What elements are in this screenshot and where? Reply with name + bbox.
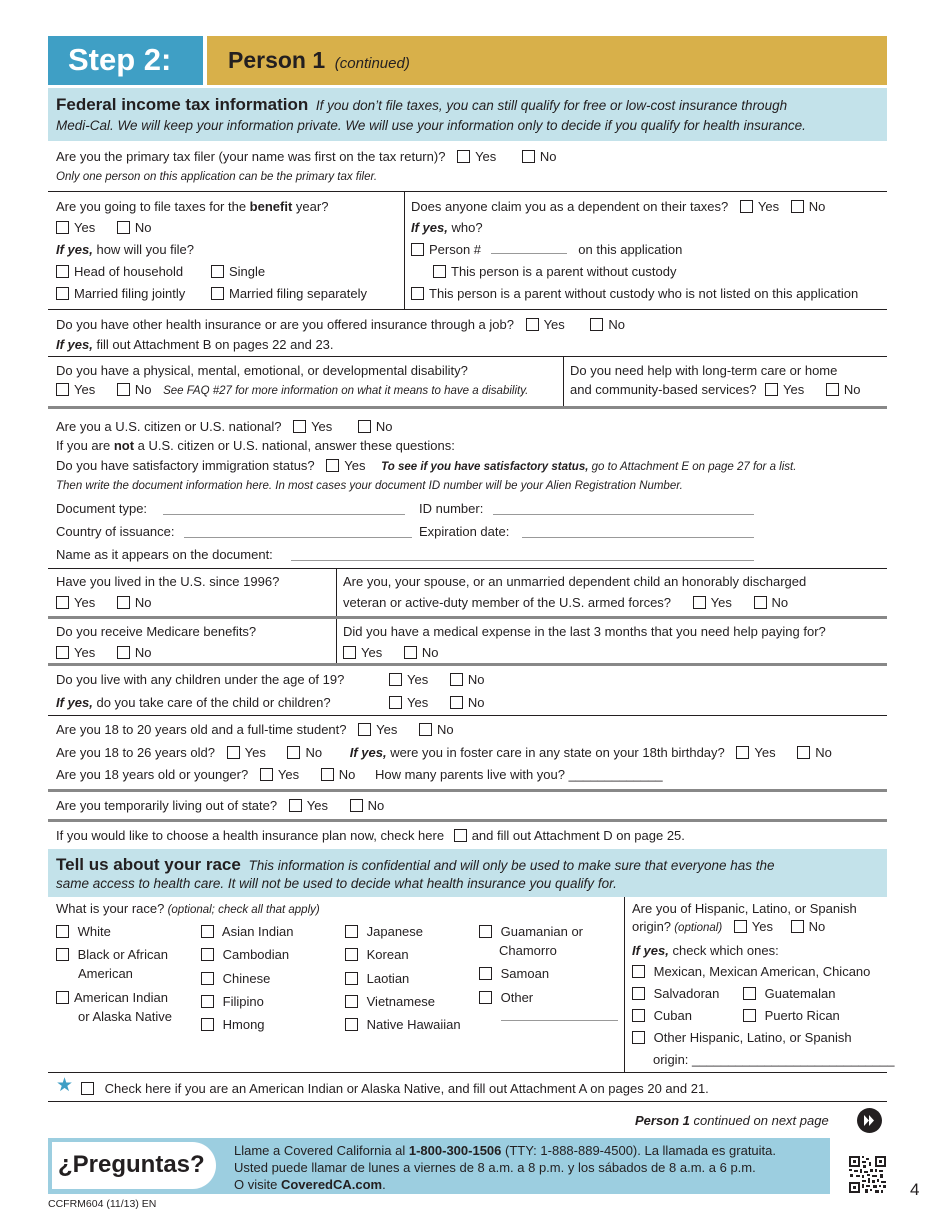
children-question: Do you live with any children under the age of 19? — [56, 672, 345, 687]
long-term-care-answers: and community-based services? Yes No — [570, 382, 861, 397]
filing-option-mfj: Married filing jointly — [56, 286, 185, 302]
other-insurance-question: Do you have other health insurance or are you offered insurance through a job? Yes No — [56, 317, 626, 332]
document-type-field[interactable] — [163, 514, 405, 515]
filing-option-mfs: Married filing separately — [211, 286, 367, 302]
other-insurance-yes-checkbox[interactable] — [526, 318, 539, 331]
race-native-hawaiian-checkbox[interactable] — [345, 1018, 358, 1031]
american-indian-attachment-checkbox[interactable] — [81, 1082, 94, 1095]
tax-intro-line2: Medi-Cal. We will keep your information private. We will use your information only to decide if you qualify for health insurance. — [56, 118, 806, 133]
race-chinese-checkbox[interactable] — [201, 972, 214, 985]
age26-question: Are you 18 to 26 years old? Yes No If yes, were you in foster care in any state on your 18th birthday? Yes No — [56, 745, 832, 760]
footer-line3: O visite CoveredCA.com. — [234, 1177, 386, 1192]
file-taxes-answers: Yes No — [56, 220, 151, 236]
lived-no-checkbox[interactable] — [117, 596, 130, 609]
medicare-no-checkbox[interactable] — [117, 646, 130, 659]
student-no-checkbox[interactable] — [419, 723, 432, 736]
star-icon: ★ — [56, 1075, 74, 1096]
dependent-no-checkbox[interactable] — [791, 200, 804, 213]
race-japanese: Japanese — [345, 924, 423, 940]
race-asian-indian-checkbox[interactable] — [201, 925, 214, 938]
disability-answers: Yes No See FAQ #27 for more information on what it means to have a disability. — [56, 382, 528, 399]
hispanic-cuban-checkbox[interactable] — [632, 1009, 645, 1022]
citizen-question: Are you a U.S. citizen or U.S. national? Yes No — [56, 419, 393, 434]
race-vietnamese: Vietnamese — [345, 994, 435, 1010]
race-hmong: Hmong — [201, 1017, 265, 1033]
hispanic-cuban: Cuban — [632, 1008, 692, 1024]
race-guamanian-line2: Chamorro — [499, 943, 557, 958]
document-type-label: Document type: — [56, 501, 148, 516]
children-yes-checkbox[interactable] — [389, 673, 402, 686]
medical-expense-question: Did you have a medical expense in the last 3 months that you need help paying for? — [343, 624, 826, 639]
care-question: If yes, do you take care of the child or children? — [56, 695, 331, 710]
covered-ca-link[interactable]: CoveredCA.com — [280, 1177, 383, 1192]
name-on-document-field[interactable] — [291, 560, 754, 561]
race-black-checkbox[interactable] — [56, 948, 69, 961]
document-note: Then write the document information here. In most cases your document ID number will be your Alien Registration Number. — [56, 480, 683, 492]
veteran-no-checkbox[interactable] — [754, 596, 767, 609]
race-samoan: Samoan — [479, 966, 549, 982]
veteran-yes-checkbox[interactable] — [693, 596, 706, 609]
race-laotian: Laotian — [345, 971, 409, 987]
single-checkbox[interactable] — [211, 265, 224, 278]
children-no-checkbox[interactable] — [450, 673, 463, 686]
race-korean: Korean — [345, 947, 409, 963]
age18-question: Are you 18 years old or younger? Yes No How many parents live with you? _____________ — [56, 767, 663, 782]
ltc-yes-checkbox[interactable] — [765, 383, 778, 396]
hispanic-other-checkbox[interactable] — [632, 1031, 645, 1044]
country-label: Country of issuance: — [56, 524, 175, 539]
out-of-state-question: Are you temporarily living out of state? Yes No — [56, 798, 385, 813]
american-indian-attachment-row: Check here if you are an American Indian or Alaska Native, and fill out Attachment A on pages 20 and 21. — [81, 1081, 709, 1097]
next-page-arrow-icon — [857, 1108, 882, 1133]
hispanic-no-checkbox[interactable] — [791, 920, 804, 933]
disability-no-checkbox[interactable] — [117, 383, 130, 396]
race-black: Black or African — [56, 947, 168, 963]
race-chinese: Chinese — [201, 971, 270, 987]
parent-not-listed-row: This person is a parent without custody who is not listed on this application — [411, 286, 858, 302]
hispanic-question: Are you of Hispanic, Latino, or Spanish — [632, 901, 857, 916]
race-filipino-checkbox[interactable] — [201, 995, 214, 1008]
veteran-question: Are you, your spouse, or an unmarried dependent child an honorably discharged — [343, 574, 807, 589]
race-samoan-checkbox[interactable] — [479, 967, 492, 980]
how-file-label: If yes, how will you file? — [56, 242, 195, 257]
student-yes-checkbox[interactable] — [358, 723, 371, 736]
race-japanese-checkbox[interactable] — [345, 925, 358, 938]
medicare-yes-checkbox[interactable] — [56, 646, 69, 659]
name-on-document-label: Name as it appears on the document: — [56, 547, 273, 562]
form-number: CCFRM604 (11/13) EN — [48, 1198, 157, 1210]
hoh-checkbox[interactable] — [56, 265, 69, 278]
care-yes-checkbox[interactable] — [389, 696, 402, 709]
race-other: Other — [479, 990, 533, 1006]
race-white-checkbox[interactable] — [56, 925, 69, 938]
hispanic-answers: origin? (optional) Yes No — [632, 919, 826, 934]
age26-no-checkbox[interactable] — [287, 746, 300, 759]
choose-plan-row: If you would like to choose a health insurance plan now, check here and fill out Attachment D on page 25. — [56, 828, 685, 843]
id-number-field[interactable] — [493, 514, 754, 515]
dependent-question: Does anyone claim you as a dependent on their taxes? Yes No — [411, 199, 826, 214]
student-question: Are you 18 to 20 years old and a full-time student? Yes No — [56, 722, 454, 737]
not-citizen-instruction: If you are not a U.S. citizen or U.S. national, answer these questions: — [56, 438, 455, 453]
race-korean-checkbox[interactable] — [345, 948, 358, 961]
hispanic-other-origin: origin: ____________________________ — [653, 1052, 895, 1067]
dependent-yes-checkbox[interactable] — [740, 200, 753, 213]
hispanic-guatemalan-checkbox[interactable] — [743, 987, 756, 1000]
footer-line2: Usted puede llamar de lunes a viernes de 8 a.m. a 8 p.m. y los sábados de 8 a.m. a 6 p.m. — [234, 1160, 756, 1175]
medical-expense-answers: Yes No — [343, 645, 438, 661]
race-filipino: Filipino — [201, 994, 264, 1010]
person-number-checkbox[interactable] — [411, 243, 424, 256]
id-number-label: ID number: — [419, 501, 484, 516]
person-number-row: Person # on this application — [411, 242, 682, 258]
medicare-question: Do you receive Medicare benefits? — [56, 624, 257, 639]
medicare-answers: Yes No — [56, 645, 151, 661]
hispanic-salvadoran-checkbox[interactable] — [632, 987, 645, 1000]
children-answers: Yes No — [389, 672, 484, 688]
page-number: 4 — [910, 1180, 920, 1199]
citizen-yes-checkbox[interactable] — [293, 420, 306, 433]
outstate-yes-checkbox[interactable] — [289, 799, 302, 812]
primary-filer-note: Only one person on this application can be the primary tax filer. — [56, 171, 378, 183]
race-question: What is your race? (optional; check all that apply) — [56, 901, 320, 916]
qr-code — [849, 1156, 886, 1193]
outstate-no-checkbox[interactable] — [350, 799, 363, 812]
ltc-no-checkbox[interactable] — [826, 383, 839, 396]
primary-filer-yes-checkbox[interactable] — [457, 150, 470, 163]
medexp-no-checkbox[interactable] — [404, 646, 417, 659]
foster-yes-checkbox[interactable] — [736, 746, 749, 759]
race-intro-line2: same access to health care. It will not be used to decide what health insurance you qualify for. — [56, 876, 617, 891]
expiration-field[interactable] — [522, 537, 754, 538]
race-other-checkbox[interactable] — [479, 991, 492, 1004]
immigration-yes-checkbox[interactable] — [326, 459, 339, 472]
footer-line1: Llame a Covered California al 1-800-300-1506 (TTY: 1-888-889-4500). La llamada es gratuita. — [234, 1143, 776, 1158]
lived-since-1996-question: Have you lived in the U.S. since 1996? — [56, 574, 280, 589]
race-guamanian-checkbox[interactable] — [479, 925, 492, 938]
race-hmong-checkbox[interactable] — [201, 1018, 214, 1031]
expiration-label: Expiration date: — [419, 524, 510, 539]
immigration-question: Do you have satisfactory immigration status? Yes To see if you have satisfactory status, go to Attachment E on page 27 for a list. — [56, 458, 797, 473]
person-title: Person 1 (continued) — [228, 47, 410, 73]
race-cambodian: Cambodian — [201, 947, 289, 963]
long-term-care-question: Do you need help with long-term care or home — [570, 363, 838, 378]
primary-filer-no-checkbox[interactable] — [522, 150, 535, 163]
file-taxes-yes-checkbox[interactable] — [56, 221, 69, 234]
race-other-field[interactable] — [501, 1020, 618, 1021]
parent-without-custody-checkbox[interactable] — [433, 265, 446, 278]
dependent-who-label: If yes, who? — [411, 220, 483, 235]
parent-without-custody-row: This person is a parent without custody — [433, 264, 676, 280]
parent-not-listed-checkbox[interactable] — [411, 287, 424, 300]
continued-next-page: Person 1 continued on next page — [635, 1113, 829, 1128]
file-taxes-no-checkbox[interactable] — [117, 221, 130, 234]
veteran-answers: veteran or active-duty member of the U.S. armed forces? Yes No — [343, 595, 789, 610]
race-amind-line2: or Alaska Native — [78, 1009, 172, 1024]
hispanic-other: Other Hispanic, Latino, or Spanish — [632, 1030, 852, 1046]
race-amind-checkbox[interactable] — [56, 991, 69, 1004]
care-no-checkbox[interactable] — [450, 696, 463, 709]
race-native-hawaiian: Native Hawaiian — [345, 1017, 461, 1033]
race-laotian-checkbox[interactable] — [345, 972, 358, 985]
hispanic-guatemalan: Guatemalan — [743, 986, 835, 1002]
disability-question: Do you have a physical, mental, emotional, or developmental disability? — [56, 363, 468, 378]
tax-intro-line1: Federal income tax information If you don’t file taxes, you can still qualify for free or low-cost insurance through — [56, 95, 788, 114]
mfj-checkbox[interactable] — [56, 287, 69, 300]
race-guamanian: Guamanian or — [479, 924, 583, 940]
lived-answers: Yes No — [56, 595, 151, 611]
disability-yes-checkbox[interactable] — [56, 383, 69, 396]
hispanic-which-label: If yes, check which ones: — [632, 943, 779, 958]
citizen-no-checkbox[interactable] — [358, 420, 371, 433]
hispanic-puerto-rican-checkbox[interactable] — [743, 1009, 756, 1022]
hispanic-mexican-checkbox[interactable] — [632, 965, 645, 978]
mfs-checkbox[interactable] — [211, 287, 224, 300]
race-cambodian-checkbox[interactable] — [201, 948, 214, 961]
hispanic-salvadoran: Salvadoran — [632, 986, 719, 1002]
race-asian-indian: Asian Indian — [201, 924, 293, 940]
medexp-yes-checkbox[interactable] — [343, 646, 356, 659]
lived-yes-checkbox[interactable] — [56, 596, 69, 609]
primary-filer-question: Are you the primary tax filer (your name was first on the tax return)? Yes No — [56, 149, 557, 164]
age18-no-checkbox[interactable] — [321, 768, 334, 781]
filing-option-hoh: Head of household — [56, 264, 183, 280]
other-insurance-note: If yes, fill out Attachment B on pages 22 and 23. — [56, 337, 334, 352]
hispanic-mexican: Mexican, Mexican American, Chicano — [632, 964, 870, 980]
file-taxes-question: Are you going to file taxes for the benefit year? — [56, 199, 329, 214]
country-field[interactable] — [184, 537, 412, 538]
race-black-line2: American — [78, 966, 133, 981]
hispanic-yes-checkbox[interactable] — [734, 920, 747, 933]
person-number-field[interactable] — [491, 253, 567, 254]
foster-no-checkbox[interactable] — [797, 746, 810, 759]
race-vietnamese-checkbox[interactable] — [345, 995, 358, 1008]
care-answers: Yes No — [389, 695, 484, 711]
race-amind: American Indian — [56, 990, 168, 1006]
other-insurance-no-checkbox[interactable] — [590, 318, 603, 331]
age26-yes-checkbox[interactable] — [227, 746, 240, 759]
race-intro-line1: Tell us about your race This information is confidential and will only be used to make sure that everyone has the — [56, 855, 775, 874]
choose-plan-checkbox[interactable] — [454, 829, 467, 842]
age18-yes-checkbox[interactable] — [260, 768, 273, 781]
race-white: White — [56, 924, 111, 940]
filing-option-single: Single — [211, 264, 265, 280]
step-label: Step 2: — [68, 42, 172, 77]
preguntas-title: ¿Preguntas? — [58, 1151, 205, 1178]
hispanic-puerto-rican: Puerto Rican — [743, 1008, 840, 1024]
